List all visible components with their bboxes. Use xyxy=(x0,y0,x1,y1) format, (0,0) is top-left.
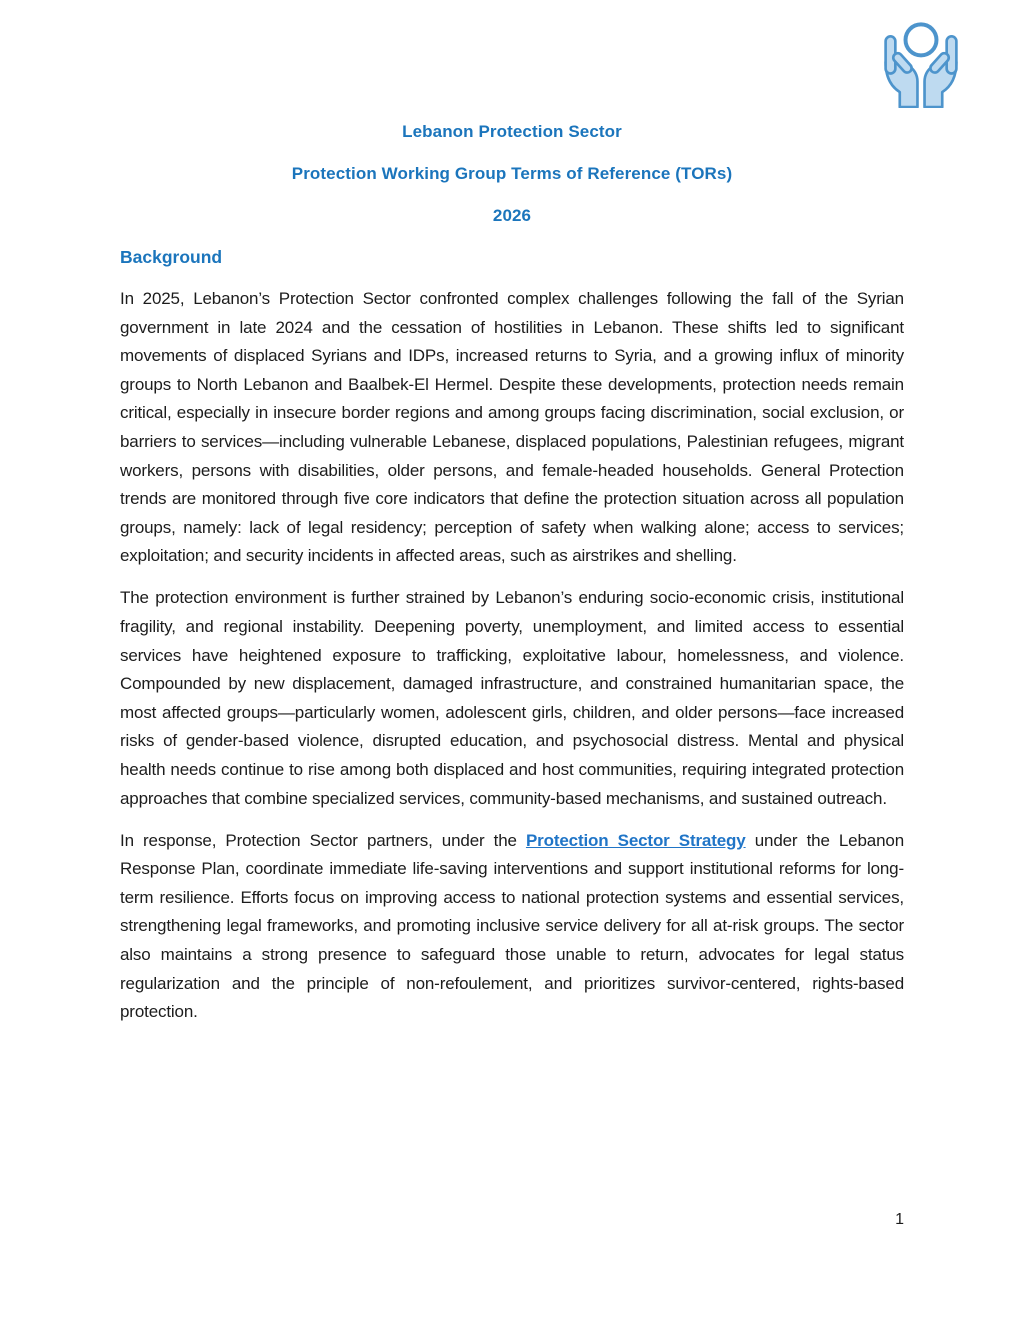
title-line-3: 2026 xyxy=(492,206,532,225)
title-line-1: Lebanon Protection Sector xyxy=(402,122,622,141)
title-line-2: Protection Working Group Terms of Reference (TORs) xyxy=(291,164,733,183)
page-number: 1 xyxy=(895,1211,904,1228)
paragraph-3-text-suffix: under the Lebanon Response Plan, coordinate immediate life-saving interventions and support institutional reforms for long-term resilience. Efforts focus on improving access to national protection systems and essential services, strengthening legal frameworks, and promoting inclusive service delivery for all at-risk groups. The sector also maintains a strong presence to safeguard those unable to return, advocates for legal status regularization and the principle of non-refoulement, and prioritizes survivor-centered, rights-based protection. xyxy=(120,830,904,1022)
background-paragraph-2: The protection environment is further strained by Lebanon’s enduring socio-economic crisis, institutional fragility, and regional instability. Deepening poverty, unemployment, and limited access to essential services have heightened exposure to trafficking, exploitative labour, homelessness, and violence. Compounded by new displacement, damaged infrastructure, and constrained humanitarian space, the most affected groups—particularly women, adolescent girls, children, and older persons—face increased risks of gender-based violence, disrupted education, and psychosocial distress. Mental and physical health needs continue to rise among both displaced and host communities, requiring integrated protection approaches that combine specialized services, community-based mechanisms, and sustained outreach. xyxy=(120,588,904,808)
section-heading-background: Background xyxy=(120,247,223,267)
hands-cupping-person-logo xyxy=(876,16,966,108)
background-paragraph-1: In 2025, Lebanon’s Protection Sector confronted complex challenges following the fall of the Syrian government in late 2024 and the cessation of hostilities in Lebanon. These shifts led to significant movements of displaced Syrians and IDPs, increased returns to Syria, and a growing influx of minority groups to North Lebanon and Baalbek-El Hermel. Despite these developments, protection needs remain critical, especially in insecure border regions and among groups facing discrimination, social exclusion, or barriers to services—including vulnerable Lebanese, displaced populations, Palestinian refugees, migrant workers, persons with disabilities, older persons, and female-headed households. General Protection trends are monitored through five core indicators that define the protection situation across all population groups, namely: lack of legal residency; perception of safety when walking alone; access to services; exploitation; and security incidents in affected areas, such as airstrikes and shelling. xyxy=(120,289,904,566)
paragraph-3-text-prefix: In response, Protection Sector partners, under the xyxy=(120,830,526,850)
document-body xyxy=(120,117,904,1040)
hands-protection-icon xyxy=(876,16,966,108)
background-paragraph-3 xyxy=(120,827,904,1027)
protection-sector-strategy-link[interactable]: Protection Sector Strategy xyxy=(525,830,746,850)
